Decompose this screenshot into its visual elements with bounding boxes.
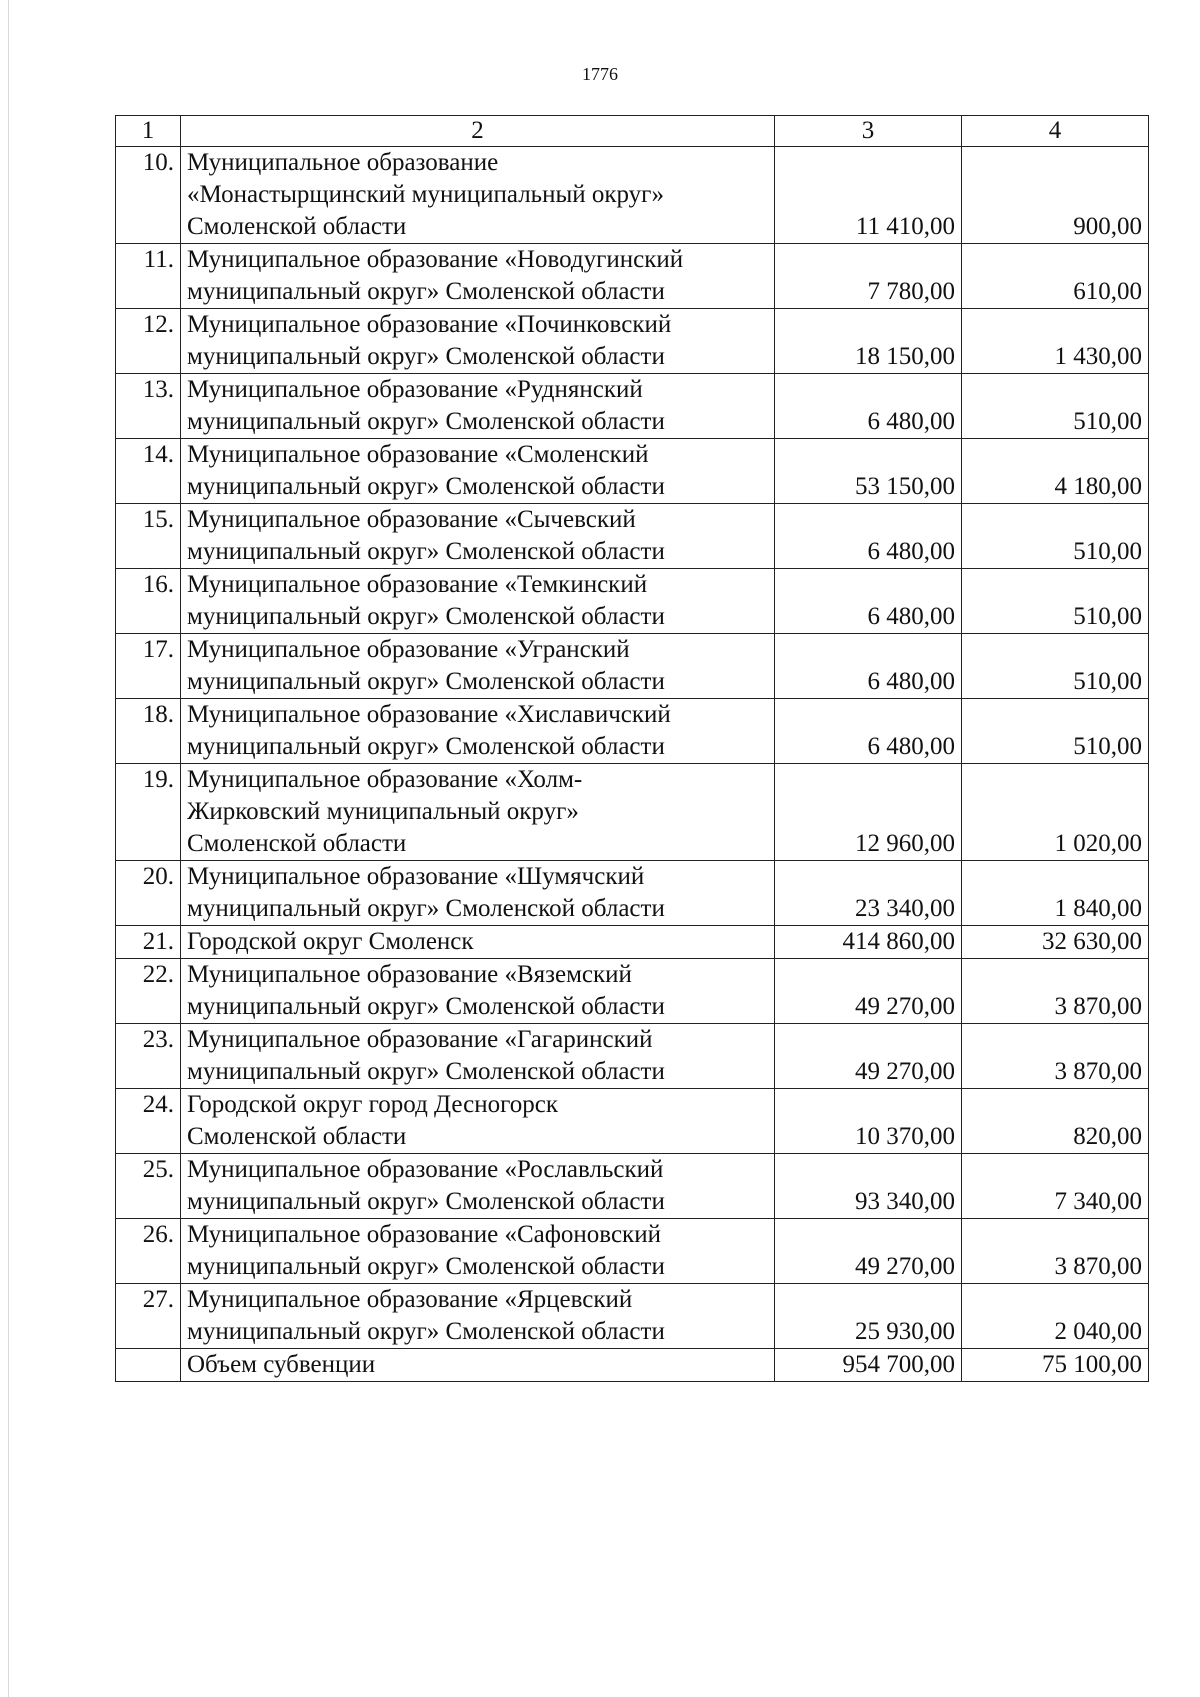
- row-number: 21.: [116, 926, 181, 959]
- row-number: 24.: [116, 1089, 181, 1154]
- total-col-3-value: 954 700,00: [775, 1349, 962, 1382]
- row-number: 27.: [116, 1284, 181, 1349]
- header-col-3: 3: [775, 116, 962, 147]
- row-col-3-value: 53 150,00: [775, 439, 962, 504]
- row-col-3-value: 6 480,00: [775, 504, 962, 569]
- row-col-3-value: 11 410,00: [775, 147, 962, 244]
- row-number: 10.: [116, 147, 181, 244]
- row-col-3-value: 10 370,00: [775, 1089, 962, 1154]
- row-col-4-value: 1 430,00: [962, 309, 1149, 374]
- table-row: [116, 1089, 1149, 1154]
- row-name: Муниципальное образование «Смоленский муниципальный округ» Смоленской области: [181, 439, 775, 504]
- row-col-4-value: 610,00: [962, 244, 1149, 309]
- row-col-3-value: 49 270,00: [775, 1219, 962, 1284]
- row-col-4-value: 3 870,00: [962, 1219, 1149, 1284]
- row-name: Муниципальное образование «Вяземский муниципальный округ» Смоленской области: [181, 959, 775, 1024]
- row-name: Муниципальное образование «Угранский муниципальный округ» Смоленской области: [181, 634, 775, 699]
- row-number: 15.: [116, 504, 181, 569]
- row-number: 19.: [116, 764, 181, 861]
- header-col-4: 4: [962, 116, 1149, 147]
- row-name: Муниципальное образование «Холм- Жирковский муниципальный округ» Смоленской области: [181, 764, 775, 861]
- row-number: 23.: [116, 1024, 181, 1089]
- row-col-3-value: 414 860,00: [775, 926, 962, 959]
- row-name: Муниципальное образование «Монастырщинский муниципальный округ» Смоленской области: [181, 147, 775, 244]
- table-row: [116, 1024, 1149, 1089]
- header-col-2: 2: [181, 116, 775, 147]
- row-col-3-value: 7 780,00: [775, 244, 962, 309]
- row-col-4-value: 7 340,00: [962, 1154, 1149, 1219]
- row-name: Муниципальное образование «Сычевский муниципальный округ» Смоленской области: [181, 504, 775, 569]
- row-number: 17.: [116, 634, 181, 699]
- row-col-4-value: 3 870,00: [962, 1024, 1149, 1089]
- row-name: Муниципальное образование «Рославльский муниципальный округ» Смоленской области: [181, 1154, 775, 1219]
- table-row: [116, 634, 1149, 699]
- row-col-4-value: 4 180,00: [962, 439, 1149, 504]
- row-number: 16.: [116, 569, 181, 634]
- table-header-row: [116, 116, 1149, 147]
- row-col-4-value: 510,00: [962, 569, 1149, 634]
- row-number: 12.: [116, 309, 181, 374]
- table-row: [116, 1284, 1149, 1349]
- row-col-4-value: 820,00: [962, 1089, 1149, 1154]
- row-col-3-value: 49 270,00: [775, 1024, 962, 1089]
- table-row: [116, 309, 1149, 374]
- row-col-4-value: 510,00: [962, 634, 1149, 699]
- row-col-3-value: 18 150,00: [775, 309, 962, 374]
- total-label: Объем субвенции: [181, 1349, 775, 1382]
- row-col-3-value: 25 930,00: [775, 1284, 962, 1349]
- subvention-table-body: [116, 116, 1149, 1382]
- table-row: [116, 959, 1149, 1024]
- row-number: 22.: [116, 959, 181, 1024]
- total-col-4-value: 75 100,00: [962, 1349, 1149, 1382]
- table-row: [116, 147, 1149, 244]
- row-col-4-value: 510,00: [962, 699, 1149, 764]
- table-row: [116, 504, 1149, 569]
- row-col-4-value: 3 870,00: [962, 959, 1149, 1024]
- row-number: 18.: [116, 699, 181, 764]
- row-col-3-value: 23 340,00: [775, 861, 962, 926]
- row-col-4-value: 32 630,00: [962, 926, 1149, 959]
- row-name: Муниципальное образование «Гагаринский муниципальный округ» Смоленской области: [181, 1024, 775, 1089]
- row-name: Муниципальное образование «Новодугинский муниципальный округ» Смоленской области: [181, 244, 775, 309]
- row-col-4-value: 900,00: [962, 147, 1149, 244]
- row-col-3-value: 6 480,00: [775, 699, 962, 764]
- table-row: [116, 861, 1149, 926]
- total-row: [116, 1349, 1149, 1382]
- table-row: [116, 1219, 1149, 1284]
- table-row: [116, 926, 1149, 959]
- row-number: 25.: [116, 1154, 181, 1219]
- header-col-1: 1: [116, 116, 181, 147]
- table-row: [116, 374, 1149, 439]
- row-name: Муниципальное образование «Починковский муниципальный округ» Смоленской области: [181, 309, 775, 374]
- row-name: Городской округ город Десногорск Смоленской области: [181, 1089, 775, 1154]
- row-col-4-value: 1 020,00: [962, 764, 1149, 861]
- row-number: 20.: [116, 861, 181, 926]
- table-row: [116, 699, 1149, 764]
- table-row: [116, 439, 1149, 504]
- row-col-4-value: 510,00: [962, 504, 1149, 569]
- row-name: Муниципальное образование «Сафоновский муниципальный округ» Смоленской области: [181, 1219, 775, 1284]
- row-col-3-value: 93 340,00: [775, 1154, 962, 1219]
- table-row: [116, 764, 1149, 861]
- table-row: [116, 569, 1149, 634]
- total-row-number: [116, 1349, 181, 1382]
- row-name: Муниципальное образование «Шумячский муниципальный округ» Смоленской области: [181, 861, 775, 926]
- row-number: 26.: [116, 1219, 181, 1284]
- row-col-3-value: 6 480,00: [775, 569, 962, 634]
- row-col-3-value: 49 270,00: [775, 959, 962, 1024]
- row-col-4-value: 1 840,00: [962, 861, 1149, 926]
- row-name: Муниципальное образование «Ярцевский муниципальный округ» Смоленской области: [181, 1284, 775, 1349]
- row-name: Муниципальное образование «Руднянский муниципальный округ» Смоленской области: [181, 374, 775, 439]
- row-number: 11.: [116, 244, 181, 309]
- row-col-4-value: 2 040,00: [962, 1284, 1149, 1349]
- row-col-4-value: 510,00: [962, 374, 1149, 439]
- table-row: [116, 244, 1149, 309]
- table-row: [116, 1154, 1149, 1219]
- row-name: Муниципальное образование «Темкинский муниципальный округ» Смоленской области: [181, 569, 775, 634]
- row-name: Городской округ Смоленск: [181, 926, 775, 959]
- row-col-3-value: 6 480,00: [775, 374, 962, 439]
- scan-edge-line: [8, 0, 9, 1697]
- row-number: 14.: [116, 439, 181, 504]
- row-number: 13.: [116, 374, 181, 439]
- subvention-table: [115, 115, 1149, 1382]
- row-col-3-value: 12 960,00: [775, 764, 962, 861]
- row-name: Муниципальное образование «Хиславичский муниципальный округ» Смоленской области: [181, 699, 775, 764]
- page-number: 1776: [582, 64, 618, 84]
- row-col-3-value: 6 480,00: [775, 634, 962, 699]
